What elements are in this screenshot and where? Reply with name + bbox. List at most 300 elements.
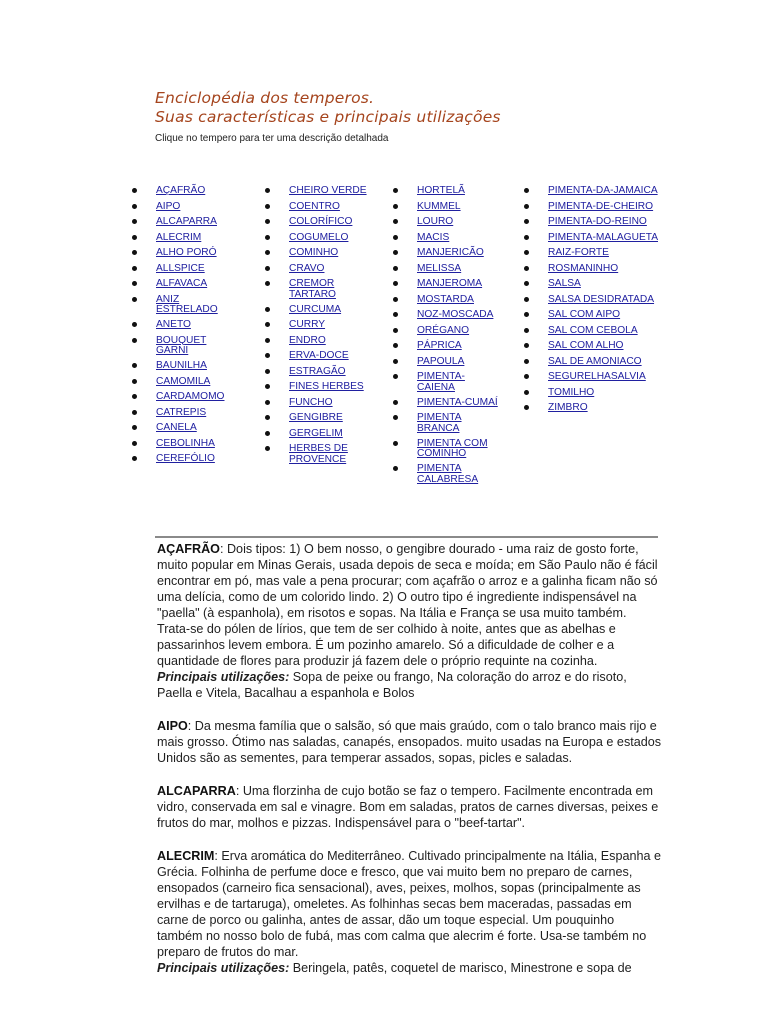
spice-link-text-line2: COMINHO — [417, 448, 467, 459]
entry-uses — [157, 669, 662, 701]
spice-link-text: BOUQUET — [156, 334, 207, 346]
index-column-3 — [393, 186, 523, 490]
spice-list-item — [524, 357, 674, 368]
spice-list-item — [132, 264, 262, 275]
entry-text: : Erva aromática do Mediterrâneo. Cultivado principalmente na Itália, Espanha e Grécia. Folhinha de perfume doce e fresco, que vai muito bem no preparo de carnes, ensopados (carneiro fica sensacional), aves, peixes, molhos, sopas (principalmente as ervilhas e de tartaruga), omeletes. As folhinhas secas bem maceradas, passadas em carne de porco ou galinha, antes de assar, dão um toque especial. Um pouquinho também no nosso bolo de fubá, mas com calma que alecrim é forte. Usa-se também no preparo de frutos do mar. — [157, 849, 661, 959]
spice-list-item — [132, 392, 262, 403]
spice-link-text: SAL COM AIPO — [548, 309, 621, 320]
bullet-icon — [132, 456, 137, 461]
bullet-icon — [132, 338, 137, 343]
bullet-icon — [265, 188, 270, 193]
spice-link-text: COGUMELO — [289, 231, 349, 243]
spice-link[interactable] — [548, 356, 642, 367]
spice-link[interactable] — [417, 340, 462, 351]
spice-list-item — [524, 186, 674, 197]
bullet-icon — [393, 400, 398, 405]
spice-link-text: ALFAVACA — [156, 278, 208, 289]
title-line-1: Enciclopédia dos temperos. — [155, 89, 375, 107]
spice-link[interactable] — [156, 216, 217, 227]
spice-list-item — [524, 310, 674, 321]
bullet-icon — [524, 297, 529, 302]
spice-link-text: MANJERICÃO — [417, 247, 484, 258]
spice-link-text-line2: PROVENCE — [289, 453, 347, 465]
spice-link-text: COENTRO — [289, 200, 340, 212]
spice-link-text: COLORÍFICO — [289, 216, 353, 227]
spice-list-item — [265, 320, 395, 331]
bullet-icon — [265, 204, 270, 209]
spice-link[interactable] — [417, 371, 465, 393]
spice-list-item — [393, 186, 523, 197]
spice-list-item — [265, 305, 395, 316]
spice-list-item — [393, 264, 523, 275]
spice-link-text: RAIZ-FORTE — [548, 247, 609, 258]
spice-link-text-line2: GARNI — [156, 345, 189, 356]
bullet-icon — [265, 446, 270, 451]
spice-list-item — [132, 248, 262, 259]
spice-link[interactable] — [417, 278, 482, 289]
spice-link-text: FUNCHO — [289, 396, 333, 408]
spice-list-item — [524, 248, 674, 259]
spice-link[interactable] — [417, 263, 461, 274]
spice-link[interactable] — [417, 412, 462, 434]
spice-link-text: ALHO PORÓ — [156, 247, 217, 258]
bullet-icon — [132, 297, 137, 302]
spice-link-text: ALECRIM — [156, 231, 202, 243]
spice-list-item — [524, 202, 674, 213]
spice-link-text: PIMENTA-DO-REINO — [548, 216, 647, 227]
bullet-icon — [132, 410, 137, 415]
spice-link[interactable] — [156, 335, 206, 357]
spice-link[interactable] — [548, 402, 588, 413]
bullet-icon — [132, 394, 137, 399]
spice-link-text: MELISSA — [417, 262, 462, 274]
spice-list-item — [393, 398, 523, 409]
bullet-icon — [132, 425, 137, 430]
bullet-icon — [132, 363, 137, 368]
spice-list-item — [393, 413, 523, 434]
entry-uses — [157, 960, 662, 976]
spice-link-text: CEBOLINHA — [156, 437, 215, 449]
bullet-icon — [393, 374, 398, 379]
spice-link[interactable] — [289, 350, 349, 361]
spice-link[interactable] — [156, 278, 207, 289]
entry-term: ALCAPARRA — [157, 784, 236, 798]
spice-link-text: COMINHO — [289, 247, 339, 258]
spice-link-text-line2: CALABRESA — [417, 473, 479, 485]
bullet-icon — [265, 353, 270, 358]
bullet-icon — [132, 441, 137, 446]
bullet-icon — [265, 250, 270, 255]
spice-list-item — [393, 202, 523, 213]
spice-link-text: CREMOR — [289, 278, 335, 289]
spice-link[interactable] — [156, 422, 197, 433]
bullet-icon — [265, 307, 270, 312]
bullet-icon — [265, 322, 270, 327]
bullet-icon — [132, 322, 137, 327]
spice-link-text: ALLSPICE — [156, 262, 205, 274]
bullet-icon — [265, 266, 270, 271]
spice-link-text-line2: TARTARO — [289, 288, 336, 300]
spice-link-text-line2: CAIENA — [417, 381, 455, 393]
spice-link-text: PIMENTA — [417, 463, 462, 474]
spice-link-text: CHEIRO VERDE — [289, 185, 367, 196]
spice-link-text: TOMILHO — [548, 386, 595, 398]
spice-link-text-line2: BRANCA — [417, 422, 460, 434]
spice-link[interactable] — [548, 371, 646, 382]
bullet-icon — [393, 188, 398, 193]
index-column-1 — [132, 186, 262, 470]
title-line-2: Suas características e principais utilizações — [155, 108, 501, 126]
spice-list-item — [132, 202, 262, 213]
spice-link[interactable] — [417, 216, 453, 227]
spice-link[interactable] — [417, 438, 488, 460]
entry-alcaparra — [157, 783, 662, 831]
spice-link[interactable] — [417, 463, 478, 485]
spice-list-item — [132, 320, 262, 331]
bullet-icon — [524, 359, 529, 364]
spice-list-item — [265, 351, 395, 362]
spice-list-item — [132, 408, 262, 419]
spice-link-text: ALCAPARRA — [156, 216, 217, 227]
spice-link[interactable] — [156, 376, 210, 387]
spice-link[interactable] — [548, 340, 624, 351]
spice-link[interactable] — [156, 232, 201, 243]
spice-list-item — [132, 295, 262, 316]
spice-list-item — [393, 248, 523, 259]
spice-list-item — [393, 439, 523, 460]
spice-link[interactable] — [289, 247, 338, 258]
spice-link-text: CARDAMOMO — [156, 391, 225, 402]
spice-link[interactable] — [417, 201, 461, 212]
spice-link-text: ENDRO — [289, 334, 326, 346]
spice-link[interactable] — [289, 216, 352, 227]
page-subtitle: Clique no tempero para ter uma descrição detalhada — [155, 133, 389, 144]
bullet-icon — [524, 204, 529, 209]
bullet-icon — [265, 338, 270, 343]
spice-list-item — [393, 295, 523, 306]
spice-list-item — [524, 372, 674, 383]
spice-link-text: LOURO — [417, 216, 454, 227]
spice-link[interactable] — [156, 319, 191, 330]
bullet-icon — [132, 188, 137, 193]
spice-link-text: GERGELIM — [289, 427, 343, 439]
bullet-icon — [132, 250, 137, 255]
bullet-icon — [524, 250, 529, 255]
spice-list-item — [132, 454, 262, 465]
spice-link-text: FINES HERBES — [289, 381, 364, 392]
spice-link-text: CRAVO — [289, 262, 325, 274]
spice-list-item — [265, 264, 395, 275]
uses-text: Beringela, patês, coquetel de marisco, Minestrone e sopa de — [289, 961, 632, 975]
bullet-icon — [524, 235, 529, 240]
spice-link-text: PIMENTA-CUMAÍ — [417, 396, 498, 408]
spice-link[interactable] — [289, 319, 325, 330]
spice-link-text: BAUNILHA — [156, 360, 207, 371]
spice-link-text: ERVA-DOCE — [289, 350, 349, 361]
spice-link[interactable] — [417, 247, 484, 258]
bullet-icon — [132, 379, 137, 384]
spice-list-item — [132, 377, 262, 388]
spice-list-item — [265, 444, 395, 465]
spice-link[interactable] — [289, 263, 324, 274]
spice-link[interactable] — [548, 201, 653, 212]
spice-link-text: SEGURELHASALVIA — [548, 371, 646, 382]
spice-link-text: CAMOMILA — [156, 375, 211, 387]
spice-list-item — [393, 310, 523, 321]
bullet-icon — [393, 466, 398, 471]
spice-list-item — [132, 186, 262, 197]
spice-list-item — [524, 264, 674, 275]
entry-alecrim — [157, 848, 662, 960]
spice-link-text: PIMENTA — [417, 412, 462, 423]
spice-link[interactable] — [417, 294, 474, 305]
spice-link[interactable] — [548, 216, 647, 227]
spice-link-text: SALSA — [548, 278, 581, 289]
spice-link[interactable] — [417, 185, 465, 196]
bullet-icon — [524, 328, 529, 333]
spice-list-item — [265, 279, 395, 300]
spice-link-text: CANELA — [156, 422, 197, 433]
spice-link[interactable] — [156, 360, 207, 371]
spice-link-text: MOSTARDA — [417, 293, 474, 305]
spice-link[interactable] — [156, 247, 217, 258]
spice-list-item — [265, 336, 395, 347]
spice-link[interactable] — [289, 201, 340, 212]
spice-list-item — [132, 361, 262, 372]
spice-list-item — [393, 372, 523, 393]
spice-link[interactable] — [417, 232, 449, 243]
spice-link-text: ANETO — [156, 319, 191, 330]
spice-link-text: GENGIBRE — [289, 412, 343, 423]
spice-list-item — [132, 233, 262, 244]
spice-link-text: CATREPIS — [156, 406, 207, 418]
spice-link[interactable] — [156, 407, 206, 418]
spice-link[interactable] — [417, 356, 464, 367]
spice-list-item — [393, 279, 523, 290]
spice-link[interactable] — [417, 325, 469, 336]
bullet-icon — [393, 415, 398, 420]
spice-link[interactable] — [156, 263, 205, 274]
bullet-icon — [393, 312, 398, 317]
bullet-icon — [132, 266, 137, 271]
uses-text: Sopa de peixe ou frango, Na coloração do arroz e do risoto, Paella e Vitela, Bacalhau a espanhola e Bolos — [157, 670, 627, 700]
spice-link[interactable] — [289, 443, 348, 465]
bullet-icon — [132, 235, 137, 240]
spice-list-item — [132, 423, 262, 434]
spice-link[interactable] — [289, 428, 343, 439]
spice-list-item — [265, 413, 395, 424]
spice-link[interactable] — [417, 309, 493, 320]
spice-link[interactable] — [156, 201, 180, 212]
bullet-icon — [393, 266, 398, 271]
entry-text: : Uma florzinha de cujo botão se faz o tempero. Facilmente encontrada em vidro, conservada em sal e vinagre. Bom em saladas, pratos de carnes diversas, peixes e frutos do mar, molhos e pizzas. Indispensável para o "beef-tartar". — [157, 784, 659, 830]
bullet-icon — [265, 369, 270, 374]
section-divider — [155, 536, 658, 538]
index-column-2 — [265, 186, 395, 470]
bullet-icon — [393, 343, 398, 348]
spice-link-text: PIMENTA COM — [417, 437, 488, 449]
spice-link[interactable] — [156, 185, 205, 196]
spice-link-text: SAL COM CEBOLA — [548, 324, 638, 336]
bullet-icon — [393, 250, 398, 255]
spice-link-text: CEREFÓLIO — [156, 453, 215, 464]
bullet-icon — [393, 204, 398, 209]
spice-list-item — [265, 429, 395, 440]
spice-list-item — [524, 326, 674, 337]
bullet-icon — [524, 374, 529, 379]
spice-link[interactable] — [548, 309, 620, 320]
spice-list-item — [265, 248, 395, 259]
bullet-icon — [265, 415, 270, 420]
spice-link-text: PÁPRICA — [417, 340, 462, 351]
spice-link-text: MANJEROMA — [417, 278, 483, 289]
uses-label: Principais utilizações: — [157, 961, 290, 975]
spice-link[interactable] — [289, 232, 348, 243]
spice-link-text: PIMENTA-MALAGUETA — [548, 231, 658, 243]
bullet-icon — [524, 219, 529, 224]
spice-link[interactable] — [156, 391, 224, 402]
spice-list-item — [265, 186, 395, 197]
spice-link[interactable] — [289, 185, 367, 196]
entry-term: AIPO — [157, 719, 188, 733]
spice-link-text: CURCUMA — [289, 303, 342, 315]
spice-list-item — [393, 357, 523, 368]
spice-list-item — [265, 367, 395, 378]
spice-link[interactable] — [156, 453, 215, 464]
bullet-icon — [524, 405, 529, 410]
spice-list-item — [393, 233, 523, 244]
spice-link[interactable] — [156, 438, 215, 449]
spice-link-text: HORTELÃ — [417, 185, 465, 196]
spice-link-text: PIMENTA-DE-CHEIRO — [548, 200, 654, 212]
bullet-icon — [524, 312, 529, 317]
bullet-icon — [393, 441, 398, 446]
spice-list-item — [524, 295, 674, 306]
spice-list-item — [524, 279, 674, 290]
bullet-icon — [393, 297, 398, 302]
spice-link[interactable] — [289, 278, 336, 300]
spice-link-text: PIMENTA- — [417, 371, 465, 382]
bullet-icon — [393, 281, 398, 286]
bullet-icon — [265, 384, 270, 389]
spice-list-item — [265, 398, 395, 409]
bullet-icon — [132, 204, 137, 209]
bullet-icon — [524, 343, 529, 348]
spice-list-item — [524, 217, 674, 228]
spice-list-item — [132, 217, 262, 228]
bullet-icon — [393, 328, 398, 333]
spice-link[interactable] — [289, 335, 326, 346]
index-column-4 — [524, 186, 674, 419]
spice-link[interactable] — [548, 263, 618, 274]
spice-link[interactable] — [548, 232, 658, 243]
spice-list-item — [265, 217, 395, 228]
spice-link-text: PIMENTA-DA-JAMAICA — [548, 185, 658, 196]
uses-label: Principais utilizações: — [157, 670, 290, 684]
entry-text: : Da mesma família que o salsão, só que mais graúdo, com o talo branco mais rijo e mais grosso. Ótimo nas saladas, canapés, ensopados. muito usadas na Europa e estados Unidos são as sementes, para temperar assados, sopas, picles e saladas. — [157, 719, 662, 765]
spice-list-item — [524, 388, 674, 399]
bullet-icon — [265, 235, 270, 240]
spice-list-item — [132, 439, 262, 450]
spice-link-text: SAL COM ALHO — [548, 340, 624, 351]
spice-link-text: ROSMANINHO — [548, 262, 619, 274]
entry-acafrao — [157, 541, 662, 669]
bullet-icon — [524, 390, 529, 395]
bullet-icon — [265, 431, 270, 436]
spice-list-item — [393, 341, 523, 352]
spice-descriptions — [157, 541, 662, 993]
bullet-icon — [524, 281, 529, 286]
spice-link-text: ESTRAGÃO — [289, 365, 346, 377]
spice-link[interactable] — [548, 294, 654, 305]
entry-term: ALECRIM — [157, 849, 215, 863]
bullet-icon — [132, 281, 137, 286]
spice-link[interactable] — [289, 366, 346, 377]
spice-link-text: SAL DE AMONIACO — [548, 355, 642, 367]
spice-list-item — [265, 382, 395, 393]
bullet-icon — [393, 219, 398, 224]
spice-link-text: HERBES DE — [289, 443, 348, 454]
spice-link-text: SALSA DESIDRATADA — [548, 293, 655, 305]
spice-link[interactable] — [548, 278, 581, 289]
spice-link[interactable] — [289, 304, 341, 315]
bullet-icon — [524, 266, 529, 271]
spice-link-text: ZIMBRO — [548, 402, 588, 413]
spice-link-text: PAPOULA — [417, 355, 465, 367]
bullet-icon — [265, 219, 270, 224]
bullet-icon — [393, 235, 398, 240]
spice-link[interactable] — [548, 387, 594, 398]
spice-list-item — [393, 217, 523, 228]
spice-link[interactable] — [289, 412, 343, 423]
spice-list-item — [265, 233, 395, 244]
bullet-icon — [265, 281, 270, 286]
entry-aipo — [157, 718, 662, 766]
spice-link-text: CURRY — [289, 319, 326, 330]
spice-link[interactable] — [548, 185, 658, 196]
page-title — [155, 89, 501, 127]
spice-list-item — [524, 341, 674, 352]
spice-list-item — [524, 233, 674, 244]
spice-list-item — [393, 464, 523, 485]
spice-link-text: ANIZ — [156, 293, 180, 305]
spice-link[interactable] — [289, 381, 364, 392]
spice-link-text: MACIS — [417, 231, 450, 243]
spice-list-item — [393, 326, 523, 337]
spice-link-text: NOZ-MOSCADA — [417, 309, 494, 320]
spice-link-text: AIPO — [156, 200, 181, 212]
spice-list-item — [265, 202, 395, 213]
spice-link[interactable] — [289, 397, 333, 408]
spice-link-text: AÇAFRÃO — [156, 185, 206, 196]
spice-list-item — [132, 279, 262, 290]
spice-link-text: KUMMEL — [417, 200, 461, 212]
spice-link[interactable] — [156, 294, 218, 316]
spice-link[interactable] — [548, 247, 609, 258]
spice-link[interactable] — [548, 325, 638, 336]
bullet-icon — [265, 400, 270, 405]
spice-list-item — [132, 336, 262, 357]
spice-list-item — [524, 403, 674, 414]
spice-link[interactable] — [417, 397, 498, 408]
bullet-icon — [524, 188, 529, 193]
bullet-icon — [132, 219, 137, 224]
spice-link-text: ORÉGANO — [417, 324, 470, 336]
entry-text: : Dois tipos: 1) O bem nosso, o gengibre dourado - uma raiz de gosto forte, muito popular em Minas Gerais, usada depois de seca e moída; em São Paulo não é fácil encontrar em pó, mas vale a pena procurar; com açafrão o arroz e a galinha ficam não só uma delícia, como de um colorido lindo. 2) O outro tipo é ingrediente indispensável na "paella" (à espanhola), em risotos e sopas. Na Itália e França se usa muito também. Trata-se do pólen de lírios, que tem de ser colhido à noite, antes que as abelhas e passarinhos levem embora. É um pozinho amarelo. Só a dificuldade de colher e a quantidade de flores para produzir já fazem dele o próprio requinte na cozinha. — [157, 542, 658, 668]
spice-link-text-line2: ESTRELADO — [156, 304, 218, 315]
bullet-icon — [393, 359, 398, 364]
entry-term: AÇAFRÃO — [157, 542, 220, 556]
